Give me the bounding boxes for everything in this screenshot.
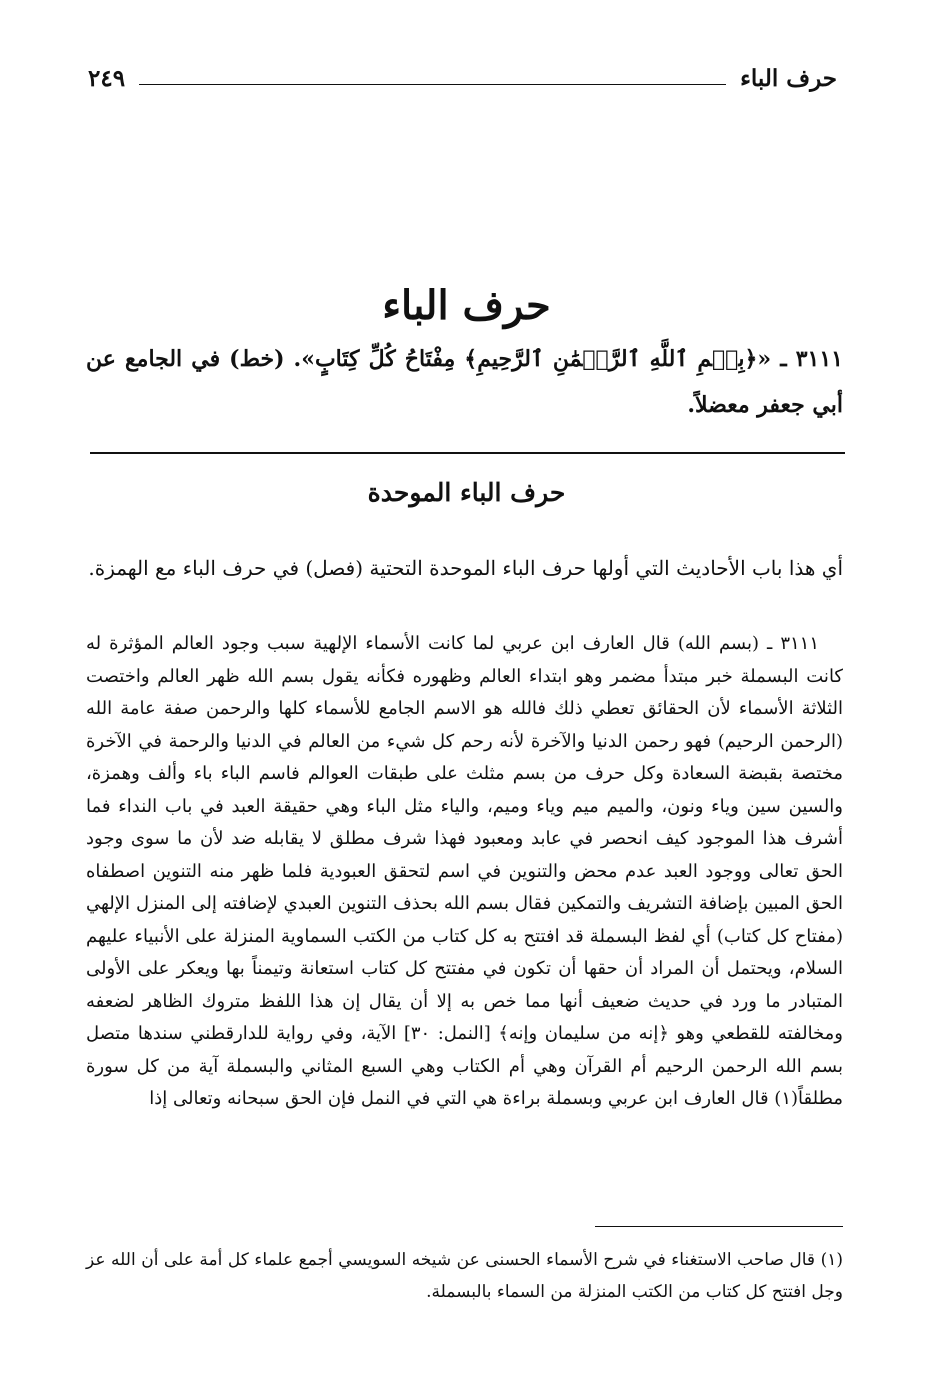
chapter-title: حرف الباء	[382, 282, 551, 329]
hadith-text-block	[86, 336, 843, 428]
section-title: حرف الباء الموحدة	[367, 478, 566, 507]
intro-paragraph	[86, 548, 843, 588]
intro-text: أي هذا باب الأحاديث التي أولها حرف الباء الموحدة التحتية (فصل) في حرف الباء مع الهمزة.	[88, 556, 843, 580]
running-header	[88, 58, 837, 98]
page-number: ٢٤٩	[88, 64, 126, 92]
header-rule	[139, 84, 726, 85]
footnote-text: (١) قال صاحب الاستغناء في شرح الأسماء الحسنى عن شيخه السويسي أجمع علماء كل أمة على أن الله عز وجل افتتح كل كتاب من الكتب المنزلة من السماء بالبسملة.	[86, 1250, 843, 1302]
commentary-text: ٣١١١ ـ (بسم الله) قال العارف ابن عربي لما كانت الأسماء الإلهية سبب وجود العالم المؤثرة له كانت البسملة خبر مبتدأ مضمر وهو ابتداء العالم وظهوره فكأنه يقول بسم الله ظهر العالم واختصت الثلاثة الأسماء لأن الحقائق تعطي ذلك فالله هو الاسم الجامع للأسماء كلها والرحمن صفة عامة الله (الرحمن الرحيم) فهو رحمن الدنيا والآخرة لأنه رحم كل شيء من العالم في الدنيا والرحمة في الآخرة مختصة بقبضة السعادة وكل حرف من بسم مثلث على طبقات العوالم فاسم الباء باء وألف وهمزة، والسين سين وياء ونون، والميم ميم وياء وميم، والياء مثل الباء وهي حقيقة العبد في باب النداء فما أشرف هذا الموجود كيف انحصر في عابد ومعبود فهذا شرف مطلق لا يقابله ضد لأن ما سوى وجود الحق تعالى ووجود العبد عدم محض والتنوين في اسم لتحقق العبودية فلما ظهر منه التنوين اصطفاه الحق المبين بإضافة التشريف والتمكين فقال بسم الله بحذف التنوين العبدي لإضافته إلى المنزل الإلهي (مفتاح كل كتاب) أي لفظ البسملة قد افتتح به كل كتاب من الكتب السماوية المنزلة على الأنبياء عليهم السلام، ويحتمل أن المراد أن حقها أن تكون في مفتتح كل كتاب استعانة وتيمناً بها ويعكر على الأولى المتبادر ما ورد في حديث ضعيف أنها مما خص به إلا أن يقال إن هذا اللفظ متروك الظاهر لضعفه ومخالفته للقطعي وهو ﴿إنه من سليمان وإنه﴾ [النمل: ٣٠] الآية، وفي رواية للدارقطني سندها متصل بسم الله الرحمن الرحيم أم القرآن وهي أم الكتاب وهي السبع المثاني والبسملة آية من كل سورة مطلقاً(١) قال العارف ابن عربي وبسملة براءة هي التي في النمل فإن الحق سبحانه وتعالى إذا	[86, 633, 844, 1109]
hadith-text: ٣١١١ ـ «﴿بِسۡمِ ٱللَّهِ ٱلرَّحۡمَٰنِ ٱلرَّحِيمِ﴾ مِفْتَاحُ كُلِّ كِتَابٍ». (خط) في الجامع عن أبي جعفر معضلاً.	[86, 346, 843, 418]
commentary-paragraph	[86, 628, 843, 1116]
footnote-divider	[595, 1226, 843, 1227]
section-divider	[90, 452, 845, 454]
footnote	[86, 1244, 843, 1308]
running-title: حرف الباء	[740, 64, 837, 92]
